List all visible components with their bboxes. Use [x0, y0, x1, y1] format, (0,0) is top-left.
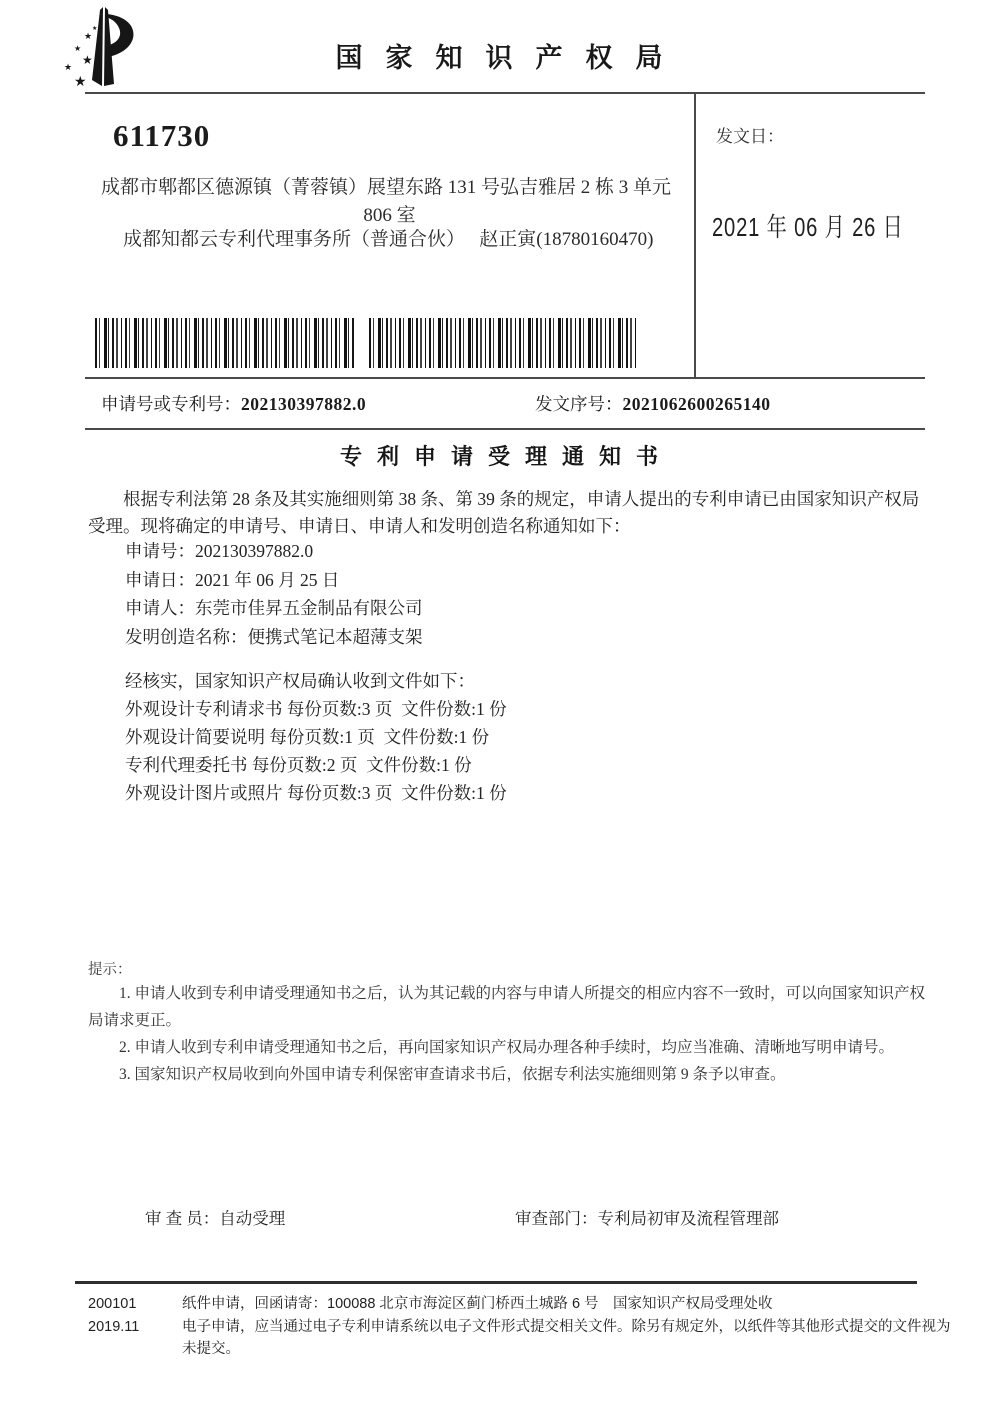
tip-item-3: 3. 国家知识产权局收到向外国申请专利保密审查请求书后，依据专利法实施细则第 9 条予以审查。 [119, 1066, 786, 1083]
department-label: 审查部门： [515, 1209, 598, 1228]
notice-head-box [85, 92, 925, 379]
department-field [515, 1205, 779, 1229]
tip-item-1: 1. 申请人收到专利申请受理通知书之后，认为其记载的内容与申请人所提交的相应内容不一致时，可以向国家知识产权局请求更正。 [88, 985, 926, 1029]
form-code: 200101 [88, 1296, 137, 1312]
svg-text:★: ★ [64, 62, 73, 72]
svg-text:★: ★ [84, 31, 93, 41]
footer-electronic-instruction: 电子申请，应当通过电子专利申请系统以电子文件形式提交相关文件。除另有规定外，以纸件等其他形式提交的文件视为未提交。 [182, 1318, 951, 1357]
serial-number-value: 2021062600265140 [622, 394, 771, 414]
received-file-item: 外观设计图片或照片 每份页数:3 页 文件份数:1 份 [125, 783, 507, 803]
postal-code: 611730 [113, 118, 211, 153]
svg-text:★: ★ [82, 53, 93, 67]
numbers-row [85, 377, 925, 430]
footer-instructions [182, 1293, 960, 1361]
barcode-left [95, 318, 355, 368]
issue-date-box [694, 94, 925, 377]
recipient-block [85, 94, 694, 377]
serial-number-label: 发文序号： [535, 394, 623, 414]
examiner-value: 自动受理 [219, 1209, 286, 1228]
received-file-item: 外观设计简要说明 每份页数:1 页 文件份数:1 份 [125, 727, 490, 747]
department-value: 专利局初审及流程管理部 [597, 1209, 779, 1228]
detail-application-date: 申请日：2021 年 06 月 25 日 [125, 569, 340, 590]
tips-label: 提示： [88, 962, 132, 978]
footer-paper-instruction: 纸件申请，回函请寄：100088 北京市海淀区蓟门桥西土城路 6 号 国家知识产权局受理处收 [182, 1296, 773, 1312]
org-name-title: 国家知识产权局 [335, 43, 686, 73]
form-code-block [88, 1293, 139, 1338]
examiner-field [145, 1205, 285, 1229]
detail-invention-name: 发明创造名称：便携式笔记本超薄支架 [125, 626, 423, 647]
examiner-label: 审 查 员： [145, 1209, 220, 1228]
form-date: 2019.11 [88, 1318, 140, 1335]
detail-application-number: 申请号：202130397882.0 [125, 541, 314, 561]
issue-date-label: 发文日： [716, 127, 784, 146]
recipient-address-line2: 806 室 [363, 205, 416, 226]
barcode-right [369, 318, 637, 368]
svg-text:★: ★ [74, 75, 87, 90]
svg-text:★: ★ [74, 44, 82, 53]
application-number-label: 申请号或专利号： [101, 394, 241, 414]
serial-number-field [535, 391, 771, 416]
application-number-value: 202130397882.0 [241, 394, 367, 414]
tip-item-2: 2. 申请人收到专利申请受理通知书之后，再向国家知识产权局办理各种手续时，均应当准确、清晰地写明申请号。 [119, 1039, 895, 1056]
issue-date-value: 2021 年 06 月 26 日 [712, 213, 904, 243]
received-files-heading: 经核实，国家知识产权局确认收到文件如下： [125, 671, 475, 691]
recipient-address-line1: 成都市郫都区德源镇（菁蓉镇）展望东路 131 号弘吉雅居 2 栋 3 单元 [101, 177, 672, 198]
footer-divider [75, 1281, 917, 1284]
svg-text:★: ★ [92, 26, 98, 32]
document-title: 专利申请受理通知书 [339, 444, 673, 469]
agency-and-agent-line: 成都知都云专利代理事务所（普通合伙） 赵正寅(18780160470) [123, 229, 654, 250]
detail-applicant: 申请人：东莞市佳昇五金制品有限公司 [125, 598, 423, 619]
received-file-item: 外观设计专利请求书 每份页数:3 页 文件份数:1 份 [125, 699, 507, 719]
application-number-field [101, 391, 366, 416]
received-file-item: 专利代理委托书 每份页数:2 页 文件份数:1 份 [125, 755, 472, 775]
received-files-list [125, 667, 507, 807]
application-details-list [125, 537, 423, 651]
intro-paragraph: 根据专利法第 28 条及其实施细则第 38 条、第 39 条的规定，申请人提出的专利申请已由国家知识产权局受理。现将确定的申请号、申请日、申请人和发明创造名称通知如下： [88, 489, 920, 536]
